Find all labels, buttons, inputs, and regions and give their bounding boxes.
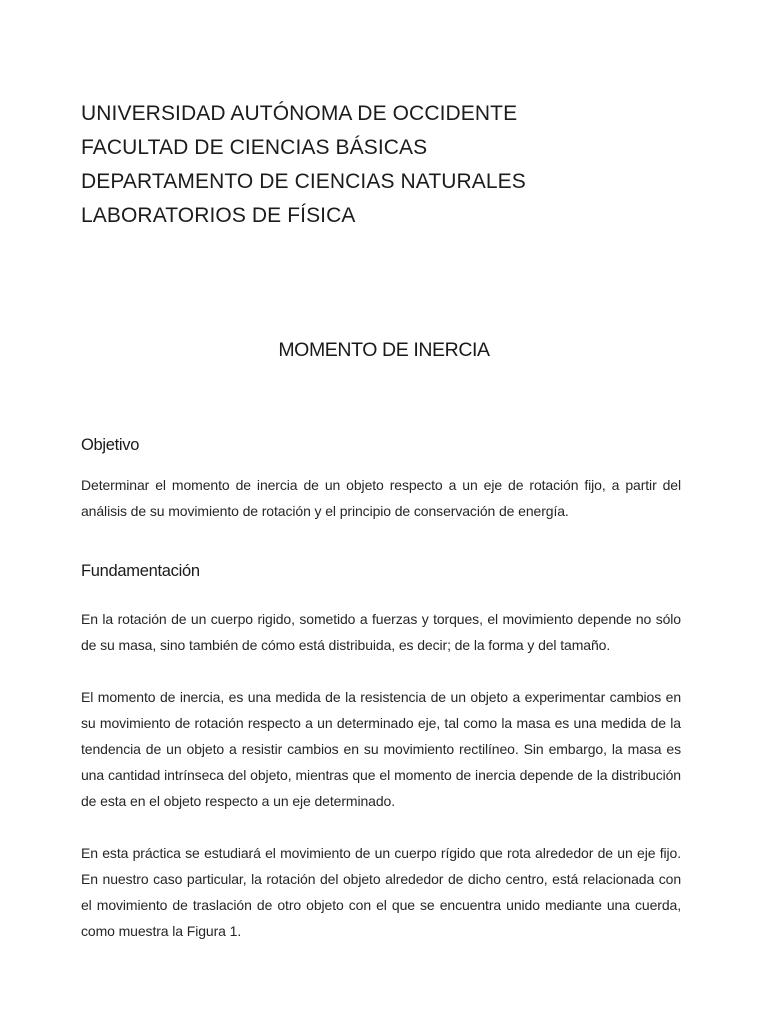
section-heading-objetivo: Objetivo bbox=[81, 436, 140, 454]
section-heading-fundamentacion: Fundamentación bbox=[81, 562, 200, 580]
institution-header bbox=[81, 97, 701, 233]
faculty-name: FACULTAD DE CIENCIAS BÁSICAS bbox=[81, 136, 428, 159]
paragraph-objetivo: Determinar el momento de inercia de un objeto respecto a un eje de rotación fijo, a partir del análisis de su movimiento de rotación y el principio de conservación de energía. bbox=[81, 477, 681, 519]
department-name: DEPARTAMENTO DE CIENCIAS NATURALES bbox=[81, 170, 526, 193]
document-title: MOMENTO DE INERCIA bbox=[278, 339, 490, 361]
university-name: UNIVERSIDAD AUTÓNOMA DE OCCIDENTE bbox=[81, 102, 518, 125]
paragraph-fundamentacion-1: En la rotación de un cuerpo rigido, sometido a fuerzas y torques, el movimiento depende no sólo de su masa, sino también de cómo está distribuida, es decir; de la forma y del tamaño. bbox=[81, 611, 681, 653]
laboratory-name: LABORATORIOS DE FÍSICA bbox=[81, 204, 356, 227]
paragraph-fundamentacion-3: En esta práctica se estudiará el movimiento de un cuerpo rígido que rota alrededor de un eje fijo. En nuestro caso particular, la rotación del objeto alrededor de dicho centro, está relacionada con el movimiento de traslación de otro objeto con el que se encuentra unido mediante una cuerda, como muestra la Figura 1. bbox=[81, 845, 681, 939]
paragraph-fundamentacion-2: El momento de inercia, es una medida de la resistencia de un objeto a experimentar cambios en su movimiento de rotación respecto a un determinado eje, tal como la masa es una medida de la tendencia de un objeto a resistir cambios en su movimiento rectilíneo. Sin embargo, la masa es una cantidad intrínseca del objeto, mientras que el momento de inercia depende de la distribución de esta en el objeto respecto a un eje determinado. bbox=[81, 689, 681, 809]
